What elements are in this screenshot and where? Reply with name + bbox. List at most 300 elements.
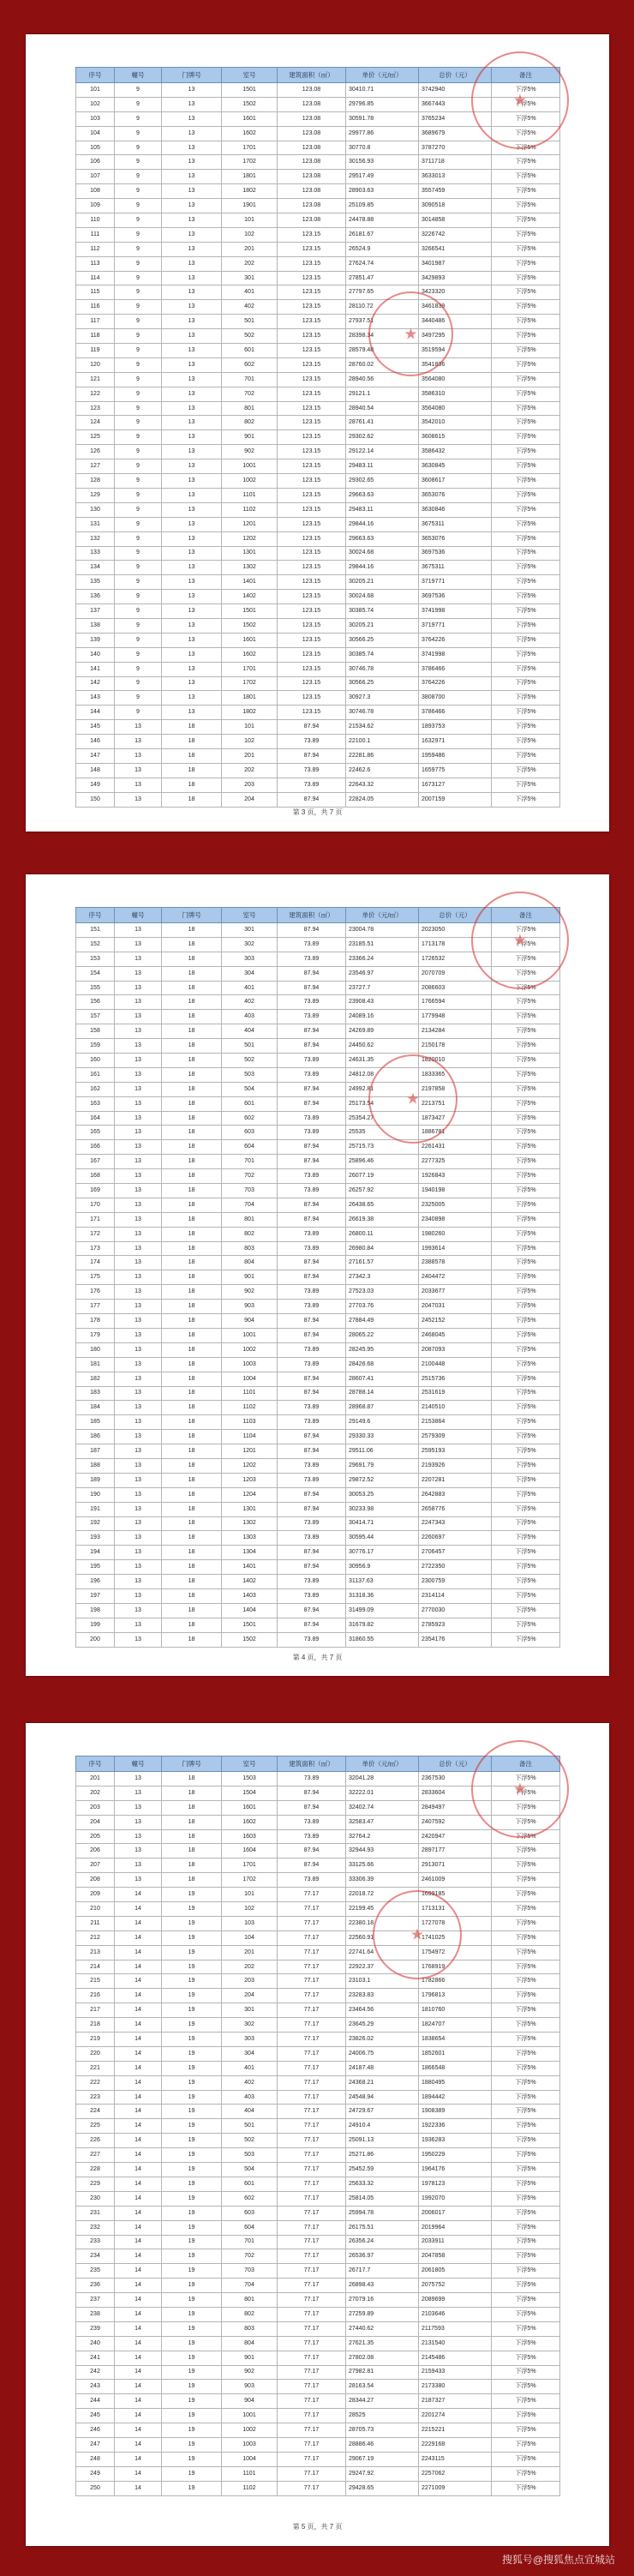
door-number-cell: 18: [162, 748, 222, 763]
total-price-cell: 1726532: [419, 952, 492, 966]
area-cell: 123.15: [278, 691, 346, 706]
area-cell: 77.17: [278, 2279, 346, 2293]
total-price-cell: 3519594: [419, 344, 492, 358]
building-cell: 13: [115, 1458, 162, 1473]
note-cell: 下浮5%: [492, 502, 560, 517]
page-footer: 第 4 页，共 7 页: [292, 1654, 343, 1661]
table-row: [76, 1126, 560, 1140]
unit-price-cell: 27161.57: [346, 1256, 419, 1270]
unit-price-cell: 32764.2: [346, 1829, 419, 1844]
table-row: [76, 1916, 560, 1930]
door-number-cell: 19: [162, 2235, 222, 2249]
door-number-cell: 19: [162, 2191, 222, 2206]
serial-cell: 175: [76, 1270, 115, 1285]
door-number-cell: 18: [162, 1067, 222, 1082]
area-cell: 77.17: [278, 2105, 346, 2119]
building-cell: 13: [115, 1386, 162, 1401]
room-cell: 901: [222, 1270, 278, 1285]
building-cell: 14: [115, 2090, 162, 2105]
note-cell: 下浮5%: [492, 647, 560, 662]
building-cell: 14: [115, 2206, 162, 2220]
total-price-cell: 1873427: [419, 1111, 492, 1126]
serial-cell: 228: [76, 2163, 115, 2177]
note-cell: 下浮5%: [492, 1444, 560, 1459]
door-number-cell: 18: [162, 1430, 222, 1444]
serial-cell: 219: [76, 2033, 115, 2047]
room-cell: 102: [222, 227, 278, 242]
door-number-cell: 18: [162, 763, 222, 778]
serial-cell: 208: [76, 1873, 115, 1888]
table-row: [76, 155, 560, 170]
total-price-cell: 1886781: [419, 1126, 492, 1140]
unit-price-cell: 27982.81: [346, 2365, 419, 2380]
room-cell: 1702: [222, 1873, 278, 1888]
serial-cell: 125: [76, 430, 115, 445]
door-number-cell: 18: [162, 720, 222, 735]
area-cell: 77.17: [278, 2351, 346, 2365]
area-cell: 123.15: [278, 604, 346, 619]
room-cell: 1002: [222, 474, 278, 489]
unit-price-cell: 25354.27: [346, 1111, 419, 1126]
note-cell: 下浮5%: [492, 1873, 560, 1888]
door-number-cell: 19: [162, 2148, 222, 2163]
note-cell: 下浮5%: [492, 1096, 560, 1111]
note-cell: 下浮5%: [492, 2452, 560, 2466]
serial-cell: 215: [76, 1974, 115, 1989]
door-number-cell: 18: [162, 1575, 222, 1589]
unit-price-cell: 29511.06: [346, 1444, 419, 1459]
unit-price-cell: 27851.47: [346, 271, 419, 285]
total-price-cell: 2722350: [419, 1560, 492, 1575]
total-price-cell: 2261431: [419, 1140, 492, 1155]
unit-price-cell: 29149.6: [346, 1415, 419, 1430]
building-cell: 14: [115, 2380, 162, 2394]
total-price-cell: 1673127: [419, 778, 492, 792]
door-number-cell: 18: [162, 1516, 222, 1531]
note-cell: 下浮5%: [492, 590, 560, 604]
unit-price-cell: 30024.68: [346, 590, 419, 604]
unit-price-cell: 25173.54: [346, 1096, 419, 1111]
area-cell: 87.94: [278, 1198, 346, 1212]
total-price-cell: 1833365: [419, 1067, 492, 1082]
serial-cell: 250: [76, 2481, 115, 2495]
building-cell: 9: [115, 256, 162, 271]
table-row: [76, 315, 560, 329]
door-number-cell: 19: [162, 2220, 222, 2235]
area-cell: 77.17: [278, 2452, 346, 2466]
note-cell: 下浮5%: [492, 1314, 560, 1329]
total-price-cell: 3711718: [419, 155, 492, 170]
building-cell: 13: [115, 1039, 162, 1054]
door-number-cell: 18: [162, 966, 222, 981]
total-price-cell: 2897177: [419, 1844, 492, 1858]
table-row: [76, 242, 560, 256]
area-cell: 87.94: [278, 1386, 346, 1401]
total-price-cell: 1766594: [419, 995, 492, 1010]
note-cell: 下浮5%: [492, 445, 560, 459]
unit-price-cell: 28065.22: [346, 1328, 419, 1342]
serial-cell: 103: [76, 111, 115, 126]
unit-price-cell: 29663.63: [346, 531, 419, 546]
watermark: [0, 2552, 634, 2567]
building-cell: 14: [115, 2220, 162, 2235]
unit-price-cell: 24089.16: [346, 1010, 419, 1024]
table-row: [76, 1618, 560, 1632]
total-price-cell: 2404472: [419, 1270, 492, 1285]
table-row: [76, 1328, 560, 1342]
building-cell: 13: [115, 1473, 162, 1487]
table-row: [76, 1096, 560, 1111]
table-row: [76, 488, 560, 502]
unit-price-cell: 28940.56: [346, 372, 419, 387]
area-cell: 87.94: [278, 966, 346, 981]
room-cell: 1204: [222, 1487, 278, 1502]
door-number-cell: 18: [162, 1786, 222, 1800]
note-cell: 下浮5%: [492, 2336, 560, 2351]
area-cell: 73.89: [278, 1342, 346, 1357]
area-cell: 77.17: [278, 2336, 346, 2351]
unit-price-cell: 23727.7: [346, 981, 419, 995]
serial-cell: 198: [76, 1603, 115, 1618]
note-cell: 下浮5%: [492, 517, 560, 531]
total-price-cell: 2579309: [419, 1430, 492, 1444]
note-cell: 下浮5%: [492, 1082, 560, 1096]
door-number-cell: 13: [162, 561, 222, 575]
total-price-cell: 1880495: [419, 2075, 492, 2090]
area-cell: 87.94: [278, 1560, 346, 1575]
room-cell: 601: [222, 2177, 278, 2191]
building-cell: 13: [115, 792, 162, 807]
building-cell: 13: [115, 995, 162, 1010]
door-number-cell: 13: [162, 227, 222, 242]
table-row: [76, 271, 560, 285]
room-cell: 1001: [222, 2409, 278, 2423]
table-row: [76, 2279, 560, 2293]
note-cell: 下浮5%: [492, 1473, 560, 1487]
door-number-cell: 13: [162, 372, 222, 387]
door-number-cell: 18: [162, 1546, 222, 1560]
room-cell: 903: [222, 2380, 278, 2394]
unit-price-cell: 30410.71: [346, 83, 419, 98]
serial-cell: 216: [76, 1989, 115, 2003]
building-cell: 13: [115, 937, 162, 952]
total-price-cell: 2215221: [419, 2423, 492, 2438]
serial-cell: 181: [76, 1357, 115, 1372]
serial-cell: 213: [76, 1945, 115, 1960]
total-price-cell: 3541836: [419, 357, 492, 372]
room-cell: 702: [222, 387, 278, 401]
area-cell: 87.94: [278, 1618, 346, 1632]
building-cell: 13: [115, 1155, 162, 1169]
door-number-cell: 13: [162, 416, 222, 430]
unit-price-cell: 28968.87: [346, 1401, 419, 1415]
room-cell: 101: [222, 1888, 278, 1902]
table-row: [76, 1342, 560, 1357]
serial-cell: 153: [76, 952, 115, 966]
note-cell: 下浮5%: [492, 1169, 560, 1184]
door-number-cell: 18: [162, 1588, 222, 1603]
table-row: [76, 1960, 560, 1974]
door-number-cell: 19: [162, 2134, 222, 2148]
note-cell: 下浮5%: [492, 2321, 560, 2336]
unit-price-cell: 29121.1: [346, 387, 419, 401]
serial-cell: 202: [76, 1786, 115, 1800]
room-cell: 1501: [222, 604, 278, 619]
table-row: [76, 2134, 560, 2148]
table-row: [76, 1603, 560, 1618]
table-row: [76, 141, 560, 155]
unit-price-cell: 24368.21: [346, 2075, 419, 2090]
unit-price-cell: 23283.83: [346, 1989, 419, 2003]
building-cell: 13: [115, 1873, 162, 1888]
area-cell: 77.17: [278, 2437, 346, 2452]
door-number-cell: 18: [162, 1829, 222, 1844]
table-row: [76, 2105, 560, 2119]
area-cell: 77.17: [278, 2307, 346, 2321]
room-cell: 402: [222, 2075, 278, 2090]
door-number-cell: 13: [162, 256, 222, 271]
note-cell: 下浮5%: [492, 2177, 560, 2191]
door-number-cell: 13: [162, 401, 222, 416]
room-cell: 1702: [222, 676, 278, 691]
room-cell: 303: [222, 2033, 278, 2047]
table-row: [76, 735, 560, 749]
building-cell: 14: [115, 2105, 162, 2119]
room-cell: 1901: [222, 199, 278, 213]
note-cell: 下浮5%: [492, 1560, 560, 1575]
note-cell: 下浮5%: [492, 474, 560, 489]
note-cell: 下浮5%: [492, 1300, 560, 1314]
note-cell: 下浮5%: [492, 691, 560, 706]
unit-price-cell: 29483.11: [346, 459, 419, 474]
room-cell: 603: [222, 1126, 278, 1140]
total-price-cell: 2388578: [419, 1256, 492, 1270]
area-cell: 123.08: [278, 83, 346, 98]
table-row: [76, 923, 560, 938]
serial-cell: 206: [76, 1844, 115, 1858]
area-cell: 123.15: [278, 647, 346, 662]
unit-price-cell: 28525: [346, 2409, 419, 2423]
total-price-cell: 2213751: [419, 1096, 492, 1111]
door-number-cell: 13: [162, 502, 222, 517]
serial-cell: 183: [76, 1386, 115, 1401]
building-cell: 13: [115, 1772, 162, 1786]
note-cell: 下浮5%: [492, 1546, 560, 1560]
area-cell: 77.17: [278, 2046, 346, 2061]
unit-price-cell: 26619.38: [346, 1212, 419, 1227]
table-row: [76, 372, 560, 387]
serial-cell: 114: [76, 271, 115, 285]
building-cell: 13: [115, 720, 162, 735]
total-price-cell: 2100448: [419, 1357, 492, 1372]
total-price-cell: 3423320: [419, 285, 492, 300]
note-cell: 下浮5%: [492, 1430, 560, 1444]
area-cell: 73.89: [278, 1169, 346, 1184]
note-cell: 下浮5%: [492, 83, 560, 98]
serial-cell: 182: [76, 1372, 115, 1386]
table-row: [76, 344, 560, 358]
serial-cell: 121: [76, 372, 115, 387]
column-header: 室号: [222, 908, 278, 923]
unit-price-cell: 32944.93: [346, 1844, 419, 1858]
table-row: [76, 1800, 560, 1815]
total-price-cell: 3014858: [419, 213, 492, 228]
door-number-cell: 18: [162, 1270, 222, 1285]
note-cell: 下浮5%: [492, 1342, 560, 1357]
room-cell: 702: [222, 2249, 278, 2264]
building-cell: 13: [115, 1212, 162, 1227]
building-cell: 13: [115, 1618, 162, 1632]
table-row: [76, 647, 560, 662]
area-cell: 77.17: [278, 2380, 346, 2394]
table-row: [76, 1546, 560, 1560]
serial-cell: 166: [76, 1140, 115, 1155]
table-row: [76, 1314, 560, 1329]
door-number-cell: 18: [162, 1010, 222, 1024]
serial-cell: 131: [76, 517, 115, 531]
room-cell: 602: [222, 2191, 278, 2206]
table-row: [76, 199, 560, 213]
table-row: [76, 430, 560, 445]
room-cell: 1301: [222, 1502, 278, 1516]
total-price-cell: 2658776: [419, 1502, 492, 1516]
total-price-cell: 3586310: [419, 387, 492, 401]
note-cell: 下浮5%: [492, 271, 560, 285]
serial-cell: 222: [76, 2075, 115, 2090]
unit-price-cell: 26536.97: [346, 2249, 419, 2264]
total-price-cell: 2247343: [419, 1516, 492, 1531]
table-row: [76, 1184, 560, 1198]
unit-price-cell: 30233.98: [346, 1502, 419, 1516]
table-row: [76, 2119, 560, 2134]
room-cell: 602: [222, 1111, 278, 1126]
table-row: [76, 1415, 560, 1430]
unit-price-cell: 30927.3: [346, 691, 419, 706]
door-number-cell: 13: [162, 184, 222, 199]
building-cell: 13: [115, 1800, 162, 1815]
door-number-cell: 18: [162, 1227, 222, 1241]
serial-cell: 141: [76, 662, 115, 676]
room-cell: 403: [222, 2090, 278, 2105]
room-cell: 504: [222, 1082, 278, 1096]
serial-cell: 148: [76, 763, 115, 778]
note-cell: 下浮5%: [492, 1502, 560, 1516]
total-price-cell: 1659775: [419, 763, 492, 778]
total-price-cell: 1993614: [419, 1241, 492, 1256]
area-cell: 123.15: [278, 430, 346, 445]
note-cell: 下浮5%: [492, 618, 560, 633]
column-header: 总价（元）: [419, 1756, 492, 1772]
room-cell: 804: [222, 2336, 278, 2351]
area-cell: 123.15: [278, 227, 346, 242]
building-cell: 14: [115, 2249, 162, 2264]
table-row: [76, 1487, 560, 1502]
room-cell: 1402: [222, 590, 278, 604]
column-header: 备注: [492, 1756, 560, 1772]
door-number-cell: 18: [162, 1618, 222, 1632]
table-row: [76, 937, 560, 952]
building-cell: 14: [115, 2134, 162, 2148]
area-cell: 77.17: [278, 2003, 346, 2018]
building-cell: 13: [115, 1054, 162, 1068]
area-cell: 77.17: [278, 2177, 346, 2191]
door-number-cell: 18: [162, 1401, 222, 1415]
door-number-cell: 19: [162, 2409, 222, 2423]
total-price-cell: 2595193: [419, 1444, 492, 1459]
area-cell: 77.17: [278, 1888, 346, 1902]
total-price-cell: 1959486: [419, 748, 492, 763]
building-cell: 9: [115, 459, 162, 474]
area-cell: 77.17: [278, 2220, 346, 2235]
door-number-cell: 13: [162, 126, 222, 141]
unit-price-cell: 31318.36: [346, 1588, 419, 1603]
unit-price-cell: 26181.67: [346, 227, 419, 242]
note-cell: 下浮5%: [492, 1829, 560, 1844]
note-cell: 下浮5%: [492, 2163, 560, 2177]
unit-price-cell: 27703.76: [346, 1300, 419, 1314]
total-price-cell: 1782866: [419, 1974, 492, 1989]
area-cell: 73.89: [278, 1401, 346, 1415]
unit-price-cell: 30776.17: [346, 1546, 419, 1560]
unit-price-cell: 25814.05: [346, 2191, 419, 2206]
building-cell: 14: [115, 2409, 162, 2423]
room-cell: 501: [222, 2119, 278, 2134]
total-price-cell: 3226742: [419, 227, 492, 242]
room-cell: 102: [222, 735, 278, 749]
total-price-cell: 3675311: [419, 517, 492, 531]
door-number-cell: 13: [162, 604, 222, 619]
serial-cell: 167: [76, 1155, 115, 1169]
room-cell: 204: [222, 1989, 278, 2003]
note-cell: 下浮5%: [492, 676, 560, 691]
room-cell: 201: [222, 1945, 278, 1960]
serial-cell: 110: [76, 213, 115, 228]
building-cell: 13: [115, 923, 162, 938]
note-cell: 下浮5%: [492, 2018, 560, 2033]
serial-cell: 239: [76, 2321, 115, 2336]
area-cell: 73.89: [278, 1531, 346, 1546]
serial-cell: 118: [76, 329, 115, 344]
serial-cell: 235: [76, 2264, 115, 2279]
room-cell: 703: [222, 2264, 278, 2279]
note-cell: 下浮5%: [492, 561, 560, 575]
area-cell: 123.15: [278, 459, 346, 474]
note-cell: 下浮5%: [492, 1945, 560, 1960]
table-row: [76, 720, 560, 735]
serial-cell: 150: [76, 792, 115, 807]
room-cell: 1303: [222, 1531, 278, 1546]
area-cell: 73.89: [278, 995, 346, 1010]
building-cell: 14: [115, 2365, 162, 2380]
note-cell: 下浮5%: [492, 1960, 560, 1974]
unit-price-cell: 23366.24: [346, 952, 419, 966]
column-header: 室号: [222, 1756, 278, 1772]
area-cell: 87.94: [278, 1603, 346, 1618]
area-cell: 77.17: [278, 2148, 346, 2163]
table-row: [76, 1444, 560, 1459]
table-row: [76, 502, 560, 517]
area-cell: 73.89: [278, 1227, 346, 1241]
building-cell: 13: [115, 1829, 162, 1844]
area-cell: 123.15: [278, 401, 346, 416]
area-cell: 77.17: [278, 2293, 346, 2308]
door-number-cell: 19: [162, 2061, 222, 2075]
door-number-cell: 13: [162, 315, 222, 329]
area-cell: 123.08: [278, 126, 346, 141]
total-price-cell: 1978123: [419, 2177, 492, 2191]
building-cell: 9: [115, 97, 162, 111]
building-cell: 13: [115, 1401, 162, 1415]
